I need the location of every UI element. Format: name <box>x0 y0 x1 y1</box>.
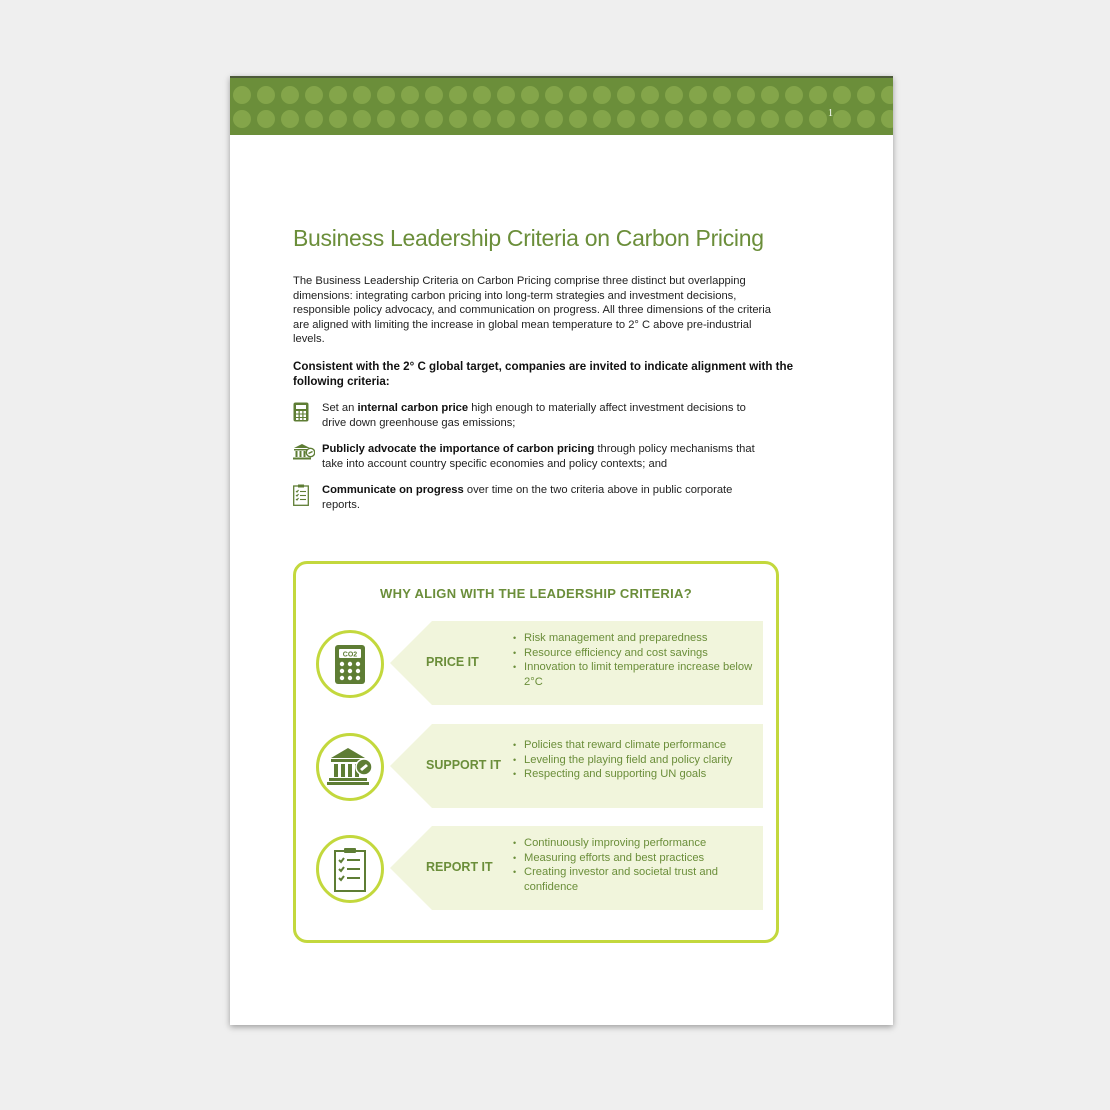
banner-dot <box>377 110 395 128</box>
calculator-icon <box>293 402 309 427</box>
banner-dot <box>521 110 539 128</box>
dot-pattern <box>230 78 893 135</box>
banner-dot <box>377 86 395 104</box>
why-align-title: WHY ALIGN WITH THE LEADERSHIP CRITERIA? <box>380 586 692 601</box>
banner-dot <box>569 110 587 128</box>
government-building-icon <box>316 733 384 801</box>
why-align-box <box>293 561 779 943</box>
banner-dot <box>473 110 491 128</box>
bullet-item: • Creating investor and societal trust and confidence <box>510 865 770 894</box>
page-number: 1 <box>828 108 833 119</box>
banner-dot <box>737 110 755 128</box>
banner-dot <box>497 110 515 128</box>
bullet-item: • Policies that reward climate performance <box>510 738 770 753</box>
banner-dot <box>353 110 371 128</box>
criterion-text-post: through policy mechanisms that take into account country specific economies and policy contexts; and <box>322 443 755 470</box>
banner-dot <box>809 110 827 128</box>
banner-dot <box>305 86 323 104</box>
banner-dot <box>545 86 563 104</box>
banner-dot <box>401 110 419 128</box>
bullet-item: • Measuring efforts and best practices <box>510 851 770 866</box>
banner-dot <box>425 86 443 104</box>
banner-dot <box>569 86 587 104</box>
benefit-row-support <box>296 724 776 810</box>
price-it-bullets <box>510 631 770 689</box>
intro-paragraph: The Business Leadership Criteria on Carbon Pricing comprise three distinct but overlapping dimensions: integrating carbon pricing into long-term strategies and investment decisions, responsible policy advocacy, and communication on progress. All three dimensions of the criteria are aligned with limiting the increase in global mean temperature to 2° C above pre-industrial levels. <box>293 275 771 346</box>
bullet-item: • Resource efficiency and cost savings <box>510 646 770 661</box>
banner-dot <box>473 86 491 104</box>
banner-dot <box>881 86 893 104</box>
banner-dot <box>593 110 611 128</box>
bullet-item: • Risk management and preparedness <box>510 631 770 646</box>
banner-dot <box>329 86 347 104</box>
support-it-label: SUPPORT IT <box>426 758 502 772</box>
criterion-text-post: high enough to materially affect investment decisions to drive down greenhouse gas emissions; <box>322 402 746 429</box>
banner-dot <box>425 110 443 128</box>
clipboard-checklist-icon <box>293 484 309 511</box>
banner-dot <box>617 110 635 128</box>
banner-dot <box>329 110 347 128</box>
criterion-text <box>322 401 772 430</box>
bullet-item: • Continuously improving performance <box>510 836 770 851</box>
banner-dot <box>257 110 275 128</box>
banner-dot <box>281 86 299 104</box>
header-banner <box>230 76 893 135</box>
bullet-item: • Respecting and supporting UN goals <box>510 767 770 782</box>
banner-dot <box>689 86 707 104</box>
banner-dot <box>665 110 683 128</box>
criterion-text <box>322 483 772 512</box>
benefit-row-report <box>296 826 776 912</box>
banner-dot <box>785 86 803 104</box>
banner-dot <box>881 110 893 128</box>
banner-dot <box>833 110 851 128</box>
support-it-bullets <box>510 738 770 782</box>
criterion-emphasis: Publicly advocate the importance of carbon pricing <box>322 443 595 455</box>
banner-dot <box>233 86 251 104</box>
banner-dot <box>401 86 419 104</box>
banner-dot <box>761 86 779 104</box>
criterion-text-post: over time on the two criteria above in public corporate reports. <box>322 484 733 511</box>
co2-calculator-icon <box>316 630 384 698</box>
bullet-item: • Innovation to limit temperature increase below 2°C <box>510 660 770 689</box>
banner-dot <box>353 86 371 104</box>
banner-dot <box>713 86 731 104</box>
criterion-emphasis: internal carbon price <box>357 402 469 414</box>
banner-dot <box>593 86 611 104</box>
banner-dot <box>281 110 299 128</box>
criterion-text <box>322 442 772 471</box>
banner-dot <box>449 86 467 104</box>
banner-dot <box>257 86 275 104</box>
banner-dot <box>689 110 707 128</box>
benefit-row-price <box>296 621 776 707</box>
banner-dot <box>785 110 803 128</box>
page-title: Business Leadership Criteria on Carbon Pricing <box>293 225 764 251</box>
criterion-emphasis: Communicate on progress <box>322 484 464 496</box>
banner-dot <box>617 86 635 104</box>
banner-dot <box>545 110 563 128</box>
banner-dot <box>857 110 875 128</box>
document-page <box>230 76 893 1025</box>
banner-dot <box>305 110 323 128</box>
banner-dot <box>857 86 875 104</box>
banner-dot <box>737 86 755 104</box>
government-building-icon <box>293 443 315 466</box>
report-it-label: REPORT IT <box>426 860 493 874</box>
banner-dot <box>713 110 731 128</box>
banner-dot <box>641 86 659 104</box>
banner-dot <box>809 86 827 104</box>
calculator-display-label: CO2 <box>342 651 358 659</box>
report-it-bullets <box>510 836 770 894</box>
bullet-item: • Leveling the playing field and policy clarity <box>510 753 770 768</box>
lead-statement: Consistent with the 2° C global target, companies are invited to indicate alignment with the following criteria: <box>293 360 794 388</box>
price-it-label: PRICE IT <box>426 655 479 669</box>
banner-dot <box>833 86 851 104</box>
banner-dot <box>521 86 539 104</box>
banner-dot <box>761 110 779 128</box>
criterion-text-pre: Set an <box>322 402 358 414</box>
banner-dot <box>233 110 251 128</box>
banner-dot <box>497 86 515 104</box>
clipboard-checklist-icon <box>316 835 384 903</box>
banner-dot <box>449 110 467 128</box>
banner-dot <box>641 110 659 128</box>
banner-dot <box>665 86 683 104</box>
